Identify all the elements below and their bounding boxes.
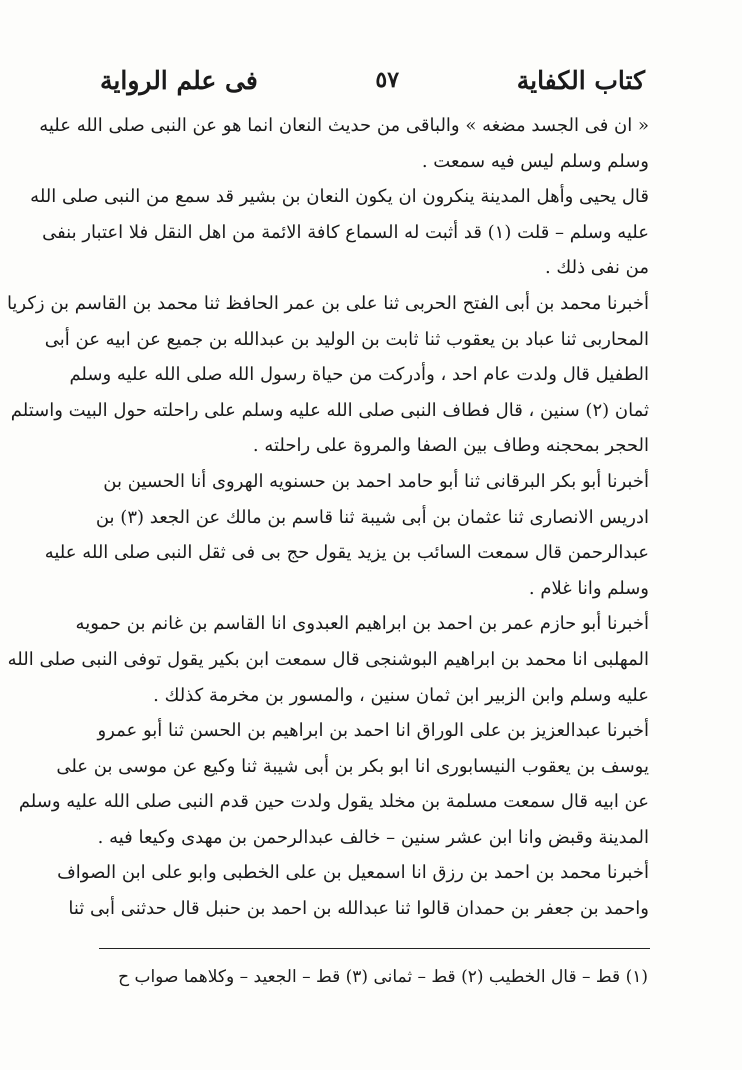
- text-line: ادريس الانصارى ثنا عثمان بن أبى شيبة ثنا قاسم بن مالك عن الجعد (٣) بن: [95, 506, 649, 528]
- text-line: وسلم وسلم ليس فيه سمعت .: [421, 150, 649, 172]
- text-line: المهلبى انا محمد بن ابراهيم البوشنجى قال سمعت ابن بكير يقول توفى النبى صلى الله: [7, 648, 649, 670]
- text-line: عليه وسلم وابن الزبير ابن ثمان سنين ، والمسور بن مخرمة كذلك .: [153, 684, 649, 706]
- text-line: الطفيل قال ولدت عام احد ، وأدركت من حياة رسول الله صلى الله عليه وسلم: [69, 364, 649, 386]
- text-line: واحمد بن جعفر بن حمدان قالوا ثنا عبدالله بن احمد بن حنبل قال حدثنى أبى ثنا: [68, 898, 649, 920]
- footnote: (١) قط – قال الخطيب (٢) قط – ثمانى (٣) قط – الجعيد – وكلاهما صواب ح: [118, 967, 648, 987]
- text-line: يوسف بن يعقوب النيسابورى انا ابو بكر بن أبى شيبة ثنا وكيع عن موسى بن على: [56, 755, 649, 777]
- text-line: عن ابيه قال سمعت مسلمة بن مخلد يقول ولدت حين قدم النبى صلى الله عليه وسلم: [18, 791, 649, 813]
- text-line: عبدالرحمن قال سمعت السائب بن يزيد يقول حج بى فى ثقل النبى صلى الله عليه: [44, 542, 649, 564]
- text-line: أخبرنا محمد بن أبى الفتح الحربى ثنا على بن عمر الحافظ ثنا محمد بن القاسم بن زكريا: [6, 292, 649, 314]
- text-line: المدينة وقبض وانا ابن عشر سنين – خالف عبدالرحمن بن مهدى وكيعا فيه .: [97, 826, 649, 848]
- text-line: ثمان (٢) سنين ، قال فطاف النبى صلى الله عليه وسلم على راحلته حول البيت واستلم: [10, 399, 649, 421]
- text-line: « ان فى الجسد مضغه » والباقى من حديث النعان انما هو عن النبى صلى الله عليه: [39, 115, 649, 136]
- page-number: ٥٧: [375, 67, 400, 93]
- text-line: المحاربى ثنا عباد بن يعقوب ثنا ثابت بن الوليد بن عبدالله بن جميع عن ابيه عن أبى: [44, 328, 649, 350]
- main-text: [6, 108, 649, 927]
- footnote-divider: [99, 948, 650, 949]
- subject-title: فى علم الرواية: [100, 65, 258, 95]
- page-header: [100, 58, 645, 102]
- book-title: كتاب الكفاية: [516, 65, 645, 95]
- text-line: عليه وسلم – قلت (١) قد أثبت له السماع كافة الائمة من اهل النقل فلا اعتبار بنفى: [42, 221, 649, 243]
- text-line: أخبرنا محمد بن احمد بن رزق انا اسمعيل بن على الخطبى وابو على ابن الصواف: [57, 862, 649, 884]
- text-line: أخبرنا أبو حازم عمر بن احمد بن ابراهيم العبدوى انا القاسم بن غانم بن حمويه: [75, 613, 649, 635]
- text-line: أخبرنا عبدالعزيز بن على الوراق انا احمد بن ابراهيم بن الحسن ثنا أبو عمرو: [97, 720, 649, 742]
- text-line: أخبرنا أبو بكر البرقانى ثنا أبو حامد احمد بن حسنويه الهروى أنا الحسين بن: [103, 470, 649, 492]
- text-line: الحجر بمحجنه وطاف بين الصفا والمروة على راحلته .: [252, 435, 649, 457]
- text-line: قال يحيى وأهل المدينة ينكرون ان يكون النعان بن بشير قد سمع من النبى صلى الله: [30, 186, 649, 208]
- text-line: وسلم وانا غلام .: [528, 577, 649, 599]
- text-line: من نفى ذلك .: [544, 257, 649, 279]
